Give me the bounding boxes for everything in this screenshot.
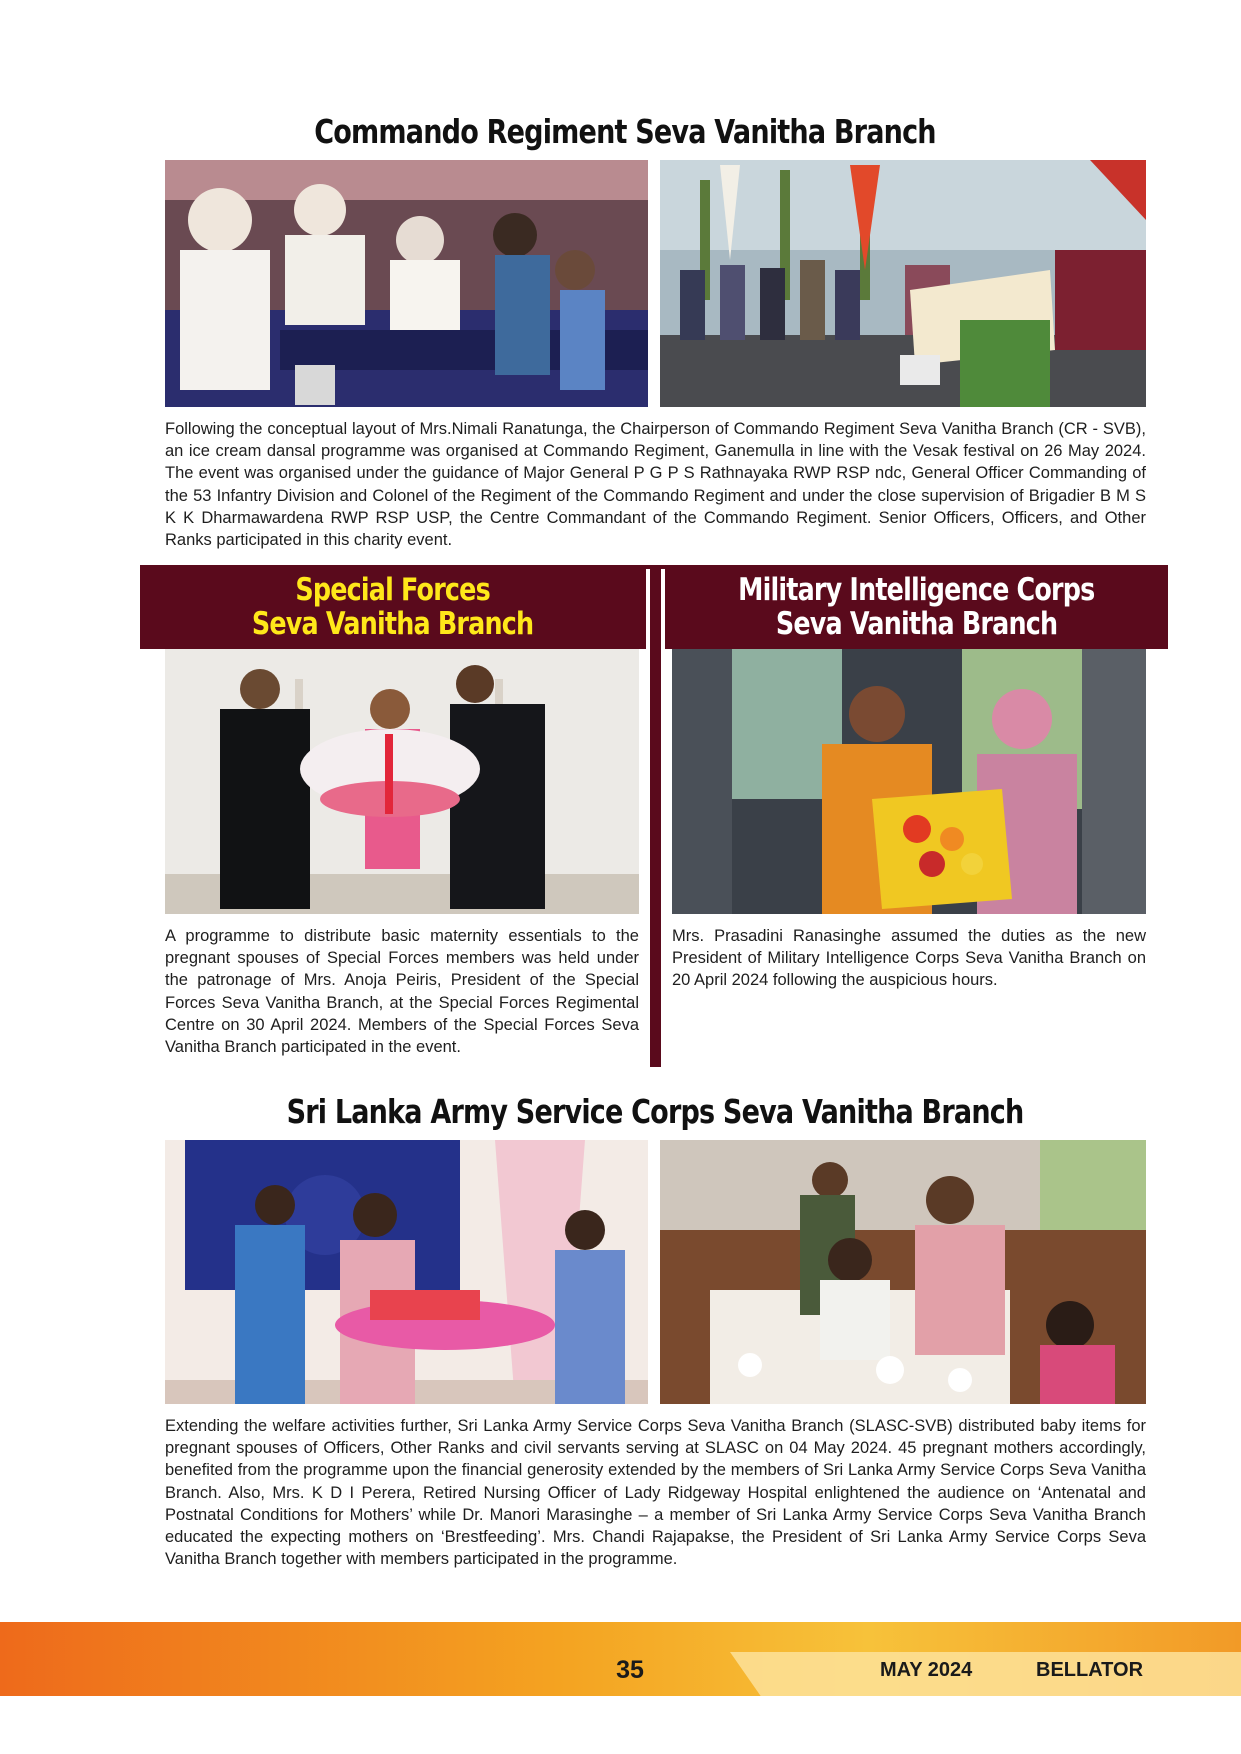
column-divider	[650, 565, 661, 1067]
special-forces-photo-maternity-pack	[165, 649, 639, 914]
military-intelligence-banner	[665, 565, 1168, 649]
service-corps-photo-lecture-dining	[660, 1140, 1146, 1404]
special-forces-article-text: A programme to distribute basic maternity essentials to the pregnant spouses of Special Forces members was held under the patronage of Mrs. Anoja Peiris, President of the Special Forces Seva Vanitha Branch, at the Special Forces Regimental Centre on 30 April 2024. Members of the Special Forces Seva Vanitha Branch participated in the event.	[165, 927, 639, 1057]
service-corps-article-text: Extending the welfare activities further, Sri Lanka Army Service Corps Seva Vanitha Branch (SLASC-SVB) distributed baby items for pregnant spouses of Officers, Other Ranks and civil servants serving at SLASC on 04 May 2024. 45 pregnant mothers accordingly, benefited from the programme upon the financial generosity extended by the members of Sri Lanka Army Service Corps Seva Vanitha Branch. Also, Mrs. K D I Perera, Retired Nursing Officer of Lady Ridgeway Hospital enlightened the audience on ‘Antenatal and Postnatal Conditions for Mothers’ while Dr. Manori Marasinghe – a member of Sri Lanka Army Service Corps Seva Vanitha Branch educated the expecting mothers on ‘Brestfeeding’. Mrs. Chandi Rajapakse, the President of Sri Lanka Army Service Corps Seva Vanitha Branch together with members participated in the programme.	[165, 1417, 1146, 1569]
special-forces-title-line2: Seva Vanitha Branch	[252, 606, 534, 642]
commando-photo-queue-vesak	[660, 160, 1146, 407]
footer-highlight-strip	[730, 1652, 1241, 1696]
service-corps-section-title: Sri Lanka Army Service Corps Seva Vanitha Branch	[286, 1092, 1024, 1131]
military-intelligence-photo-bouquet	[672, 649, 1146, 914]
service-corps-photo-baby-items	[165, 1140, 648, 1404]
military-intelligence-article-text: Mrs. Prasadini Ranasinghe assumed the duties as the new President of Military Intelligence Corps Seva Vanitha Branch on 20 April 2024 following the auspicious hours.	[672, 927, 1146, 990]
military-intelligence-title-line1: Military Intelligence Corps	[738, 572, 1095, 608]
commando-section-title: Commando Regiment Seva Vanitha Branch	[314, 112, 936, 151]
issue-date: MAY 2024	[880, 1659, 973, 1681]
commando-photo-ice-cream-dansal	[165, 160, 648, 407]
commando-article-text: Following the conceptual layout of Mrs.Nimali Ranatunga, the Chairperson of Commando Regiment Seva Vanitha Branch (CR - SVB), an ice cream dansal programme was organised at Commando Regiment, Ganemulla in line with the Vesak festival on 26 May 2024. The event was organised under the guidance of Major General P G P S Rathnayaka RWP RSP ndc, General Officer Commanding of the 53 Infantry Division and Colonel of the Regiment of the Commando Regiment and under the close supervision of Brigadier B M S K K Dharmawardena RWP RSP USP, the Centre Commandant of the Commando Regiment. Senior Officers, Officers, and Other Ranks participated in this charity event.	[165, 420, 1146, 550]
page-number: 35	[616, 1656, 644, 1684]
special-forces-title-line1: Special Forces	[295, 572, 491, 608]
military-intelligence-title-line2: Seva Vanitha Branch	[775, 606, 1058, 642]
publication-name: BELLATOR	[1036, 1659, 1144, 1681]
special-forces-banner	[140, 565, 646, 649]
